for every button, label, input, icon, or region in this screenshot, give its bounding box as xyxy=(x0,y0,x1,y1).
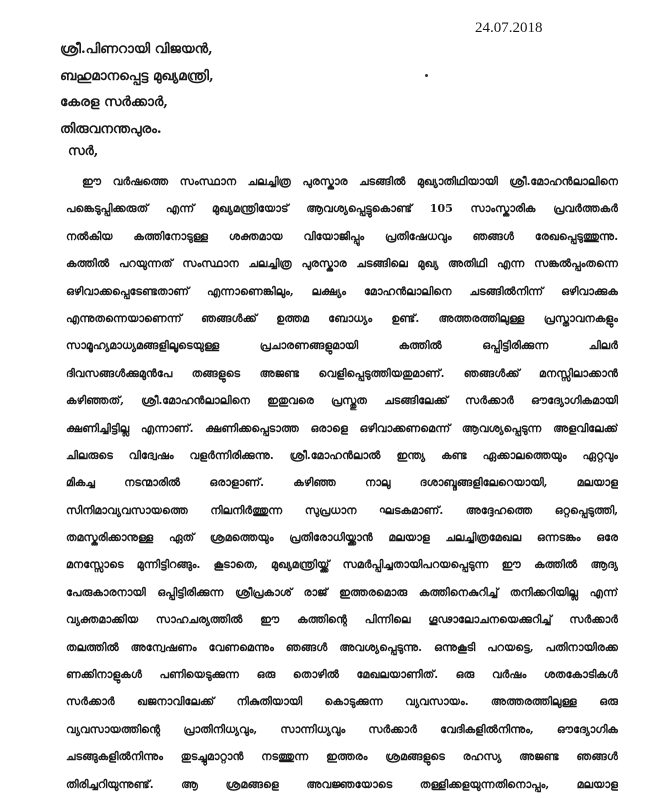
body-line: വ്യവസായത്തിന്റെ പ്രാതിനിധ്യവും, സാന്നിധ്യവും സർക്കാർ വേദികളിൽനിന്നും, ഔദ്യോഗിക xyxy=(66,721,618,736)
body-line: കത്തിൽ പറയുന്നത് സംസ്ഥാന ചലച്ചിത്ര പുരസ്കാര ചടങ്ങിലെ മുഖ്യ അതിഥി എന്ന സങ്കൽപ്പംതന്നെ xyxy=(66,256,618,271)
body-line: മികച്ച നടന്മാരിൽ ഒരാളാണ്. കഴിഞ്ഞ നാലു ദശാബ്ദങ്ങളിലേറെയായി, മലയാള xyxy=(66,475,618,490)
body-line: വ്യക്തമാക്കിയ സാഹചര്യത്തിൽ ഈ കത്തിന്റെ പിന്നിലെ ഗൂഢാലോചനയെക്കുറിച്ച് സർക്കാർ xyxy=(66,612,618,627)
body-line: കഴിഞ്ഞത്, ശ്രീ.മോഹൻലാലിനെ ഇതുവരെ പ്രസ്തുത ചടങ്ങിലേക്ക് സർക്കാർ ഔദ്യോഗികമായി xyxy=(66,393,618,408)
body-line: ചിലരുടെ വിദ്വേഷം വളർന്നിരിക്കുന്നു. ശ്രീ.മോഹൻലാൽ ഇന്ത്യ കണ്ട ഏക്കാലത്തെയും ഏറ്റവും xyxy=(66,447,618,462)
address-line: കേരള സർക്കാർ, xyxy=(60,94,168,110)
body-line: സിനിമാവ്യവസായത്തെ നിലനിർത്തുന്ന സുപ്രധാന ഘടകമാണ്. അദ്ദേഹത്തെ ഒറ്റപ്പെടുത്തി, xyxy=(66,502,618,517)
body-line: ണക്കിനാളുകൾ പണിയെടുക്കുന്ന ഒരു തൊഴിൽ മേഖലയാണിത്. ഒരു വർഷം ശതകോടികൾ xyxy=(66,667,618,682)
recipient-address xyxy=(60,36,580,142)
body-line: തിരിച്ചറിയുന്നുണ്ട്. ആ ശ്രമങ്ങളെ അവജ്ഞയോടെ തള്ളിക്കളയുന്നതിനൊപ്പം, മലയാള xyxy=(66,776,618,791)
body-line: സാമൂഹ്യമാധ്യമങ്ങളിലൂടെയുള്ള പ്രചാരണങ്ങളുമായി കത്തിൽ ഒപ്പിട്ടിരിക്കുന്ന ചിലർ xyxy=(66,338,618,353)
body-line: ഈ വർഷത്തെ സംസ്ഥാന ചലച്ചിത്ര പുരസ്കാര ചടങ്ങിൽ മുഖ്യാതിഥിയായി ശ്രീ.മോഹൻലാലിനെ xyxy=(82,174,618,188)
body-line: ക്ഷണിച്ചിട്ടില്ല എന്നാണ്. ക്ഷണിക്കപ്പെടാത്ത ഒരാളെ ഒഴിവാക്കണമെന്ന് ആവശ്യപ്പെടുന്ന അളവിലേക്ക് xyxy=(66,420,618,435)
body-line: തലത്തിൽ അന്വേഷണം വേണമെന്നും ഞങ്ങൾ അവശ്യപ്പെടുന്നു. ഒന്നുകൂടി പറയട്ടെ, പതിനായിരക്ക xyxy=(66,639,618,654)
body-line: നൽകിയ കത്തിനോടുള്ള ശക്തമായ വിയോജിപ്പും പ്രതിഷേധവും ഞങ്ങൾ രേഖപ്പെടുത്തുന്നു. xyxy=(66,228,618,243)
body-line: ദിവസങ്ങൾക്കുമുൻപേ തങ്ങളുടെ അജണ്ട വെളിപ്പെടുത്തിയതുമാണ്. ഞങ്ങൾക്ക് മനസ്സിലാക്കാൻ xyxy=(66,365,618,380)
body-line: പങ്കെടുപ്പിക്കരുത് എന്ന് മുഖ്യമന്ത്രിയോട് ആവശ്യപ്പെട്ടുകൊണ്ട് 105 സാംസ്കാരിക പ്രവർത്തകർ xyxy=(66,201,618,216)
body-line: എന്നുതന്നെയാണെന്ന് ഞങ്ങൾക്ക് ഉത്തമ ബോധ്യം ഉണ്ട്. അത്തരത്തിലുള്ള പ്രസ്താവനകളും xyxy=(66,310,618,325)
body-line: ഒഴിവാക്കപ്പെടേണ്ടതാണ് എന്നാണെങ്കിലും, ലക്ഷ്യം മോഹൻലാലിനെ ചടങ്ങിൽനിന്ന് ഒഴിവാക്കുക xyxy=(66,283,618,298)
body-line: മനസ്സോടെ മുന്നിട്ടിറങ്ങും. കൂടാതെ, മുഖ്യമന്ത്രിയ്ക്ക് സമർപ്പിച്ചതായിപറയപ്പെടുന്ന ഈ കത്തിൽ ആദ്യ xyxy=(66,557,618,572)
address-line: ബഹുമാനപ്പെട്ട മുഖ്യമന്ത്രി, xyxy=(60,67,214,84)
address-line: തിരുവനന്തപുരം. xyxy=(60,120,162,137)
body-line: സർക്കാർ ഖജനാവിലേക്ക് നികുതിയായി കൊടുക്കുന്ന വ്യവസായം. അത്തരത്തിലുള്ള ഒരു xyxy=(66,694,618,709)
letter-body xyxy=(66,168,618,798)
letter-date: 24.07.2018 xyxy=(475,20,543,36)
address-line: ശ്രീ.പിണറായി വിജയൻ, xyxy=(60,41,213,57)
salutation: സർ, xyxy=(68,144,99,159)
body-line: തമസ്കരിക്കാനുള്ള ഏത് ശ്രമത്തെയും പ്രതിരോധിയ്ക്കാൻ മലയാള ചലച്ചിത്രമേഖല ഒന്നടങ്കം ഒരേ xyxy=(66,530,618,545)
body-line: പേരുകാരനായി ഒപ്പിട്ടിരിക്കുന്ന ശ്രീപ്രകാശ് രാജ് ഇത്തരമൊരു കത്തിനെകുറിച്ച് തനിക്കറിയില്ല എന്ന് xyxy=(66,584,618,599)
body-line: ചടങ്ങുകളിൽനിന്നും തുടച്ചുമാറ്റാൻ നടത്തുന്ന ഇത്തരം ശ്രമങ്ങളുടെ രഹസ്യ അജണ്ട ഞങ്ങൾ xyxy=(66,749,618,764)
